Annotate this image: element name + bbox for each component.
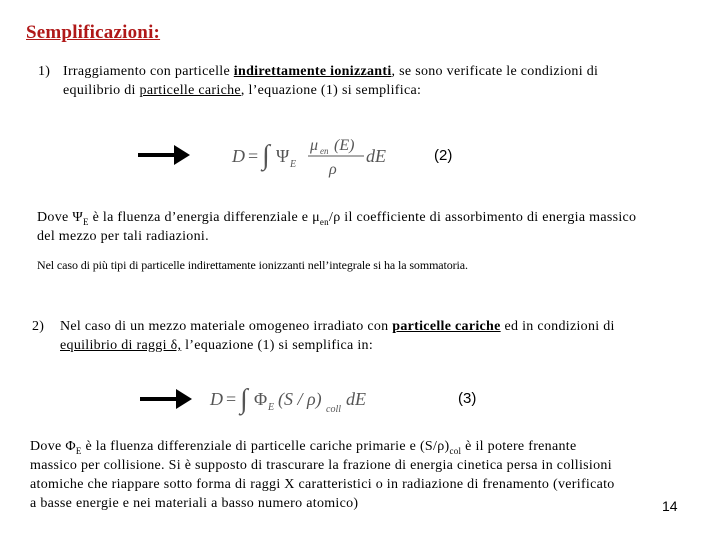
svg-text:ρ: ρ <box>329 161 337 178</box>
svg-text:D: D <box>210 389 223 409</box>
desc-2-line-3: atomiche che riappare sotto forma di raggi X caratteristici o in radiazione di frenamento (verificato <box>30 477 615 492</box>
svg-text:dE: dE <box>366 146 386 166</box>
svg-text:∫: ∫ <box>262 140 270 171</box>
page-title: Semplificazioni: <box>26 22 161 43</box>
equation-2 <box>230 130 400 180</box>
svg-text:=: = <box>226 389 237 409</box>
item-1-underlined-1: indirettamente ionizzanti <box>233 64 392 79</box>
desc-1-text-b: è la fluenza d’energia differenziale e μ <box>88 210 320 225</box>
desc-2-sub-b: col <box>449 445 462 456</box>
svg-text:E: E <box>268 402 275 413</box>
arrow-eq-3 <box>140 397 178 401</box>
desc-2-sub-a: E <box>75 445 82 456</box>
item-1-line-1 <box>63 62 598 81</box>
svg-text:Φ: Φ <box>254 389 268 409</box>
item-2-line-1 <box>60 317 615 336</box>
item-2-underlined-1: particelle cariche <box>392 319 501 334</box>
desc-2-text-c: è il potere frenante <box>461 439 577 454</box>
item-2-text-b: ed in condizioni di <box>500 319 615 334</box>
desc-1-text-c: /ρ il coefficiente di assorbimento di energia massico <box>329 210 637 225</box>
item-2-text-c: l’equazione (1) si semplifica in: <box>181 338 374 353</box>
equation-2-number: (2) <box>434 147 453 164</box>
page-number: 14 <box>662 498 678 514</box>
item-1-text-b: , se sono verificate le condizioni di <box>391 64 599 79</box>
desc-1-text-a: Dove Ψ <box>37 210 83 225</box>
svg-text:en: en <box>320 146 329 156</box>
item-1-line-2 <box>63 81 421 100</box>
svg-text:∫: ∫ <box>240 384 248 415</box>
item-1-underlined-2: particelle cariche <box>139 83 241 98</box>
item-2-underlined-2: equilibrio di raggi δ, <box>60 338 182 353</box>
equation-3 <box>208 378 388 418</box>
desc-2-line-2: massico per collisione. Si è supposto di trascurare la frazione di energia cinetica persa in collisioni <box>30 458 612 473</box>
desc-1-line-2: del mezzo per tali radiazioni. <box>37 229 209 244</box>
svg-text:dE: dE <box>346 389 366 409</box>
note-text: Nel caso di più tipi di particelle indirettamente ionizzanti nell’integrale si ha la sommatoria. <box>37 258 468 272</box>
desc-1-sub-b: en <box>319 216 329 227</box>
desc-2-line-4: a basse energie e nei materiali a basso numero atomico) <box>30 496 359 511</box>
desc-2-text-a: Dove Φ <box>30 439 76 454</box>
svg-text:E: E <box>290 159 297 170</box>
desc-2-text-b: è la fluenza differenziale di particelle cariche primarie e (S/ρ) <box>81 439 450 454</box>
item-1-text-c: equilibrio di <box>63 83 140 98</box>
item-1-text-d: , l’equazione (1) si semplifica: <box>240 83 422 98</box>
item-1-number: 1) <box>38 64 51 79</box>
svg-text:Ψ: Ψ <box>276 146 290 166</box>
svg-text:(E): (E) <box>334 137 355 154</box>
svg-text:=: = <box>248 146 259 166</box>
svg-text:(S / ρ): (S / ρ) <box>278 389 322 409</box>
item-2-number: 2) <box>32 319 45 334</box>
svg-text:coll: coll <box>326 404 341 415</box>
svg-text:μ: μ <box>310 137 319 154</box>
svg-text:D: D <box>232 146 245 166</box>
equation-3-number: (3) <box>458 390 477 407</box>
desc-1-sub-a: E <box>82 216 89 227</box>
arrow-eq-2 <box>138 153 176 157</box>
item-1-text-a: Irraggiamento con particelle <box>63 64 234 79</box>
item-2-text-a: Nel caso di un mezzo materiale omogeneo irradiato con <box>60 319 393 334</box>
item-2-line-2 <box>60 336 373 355</box>
